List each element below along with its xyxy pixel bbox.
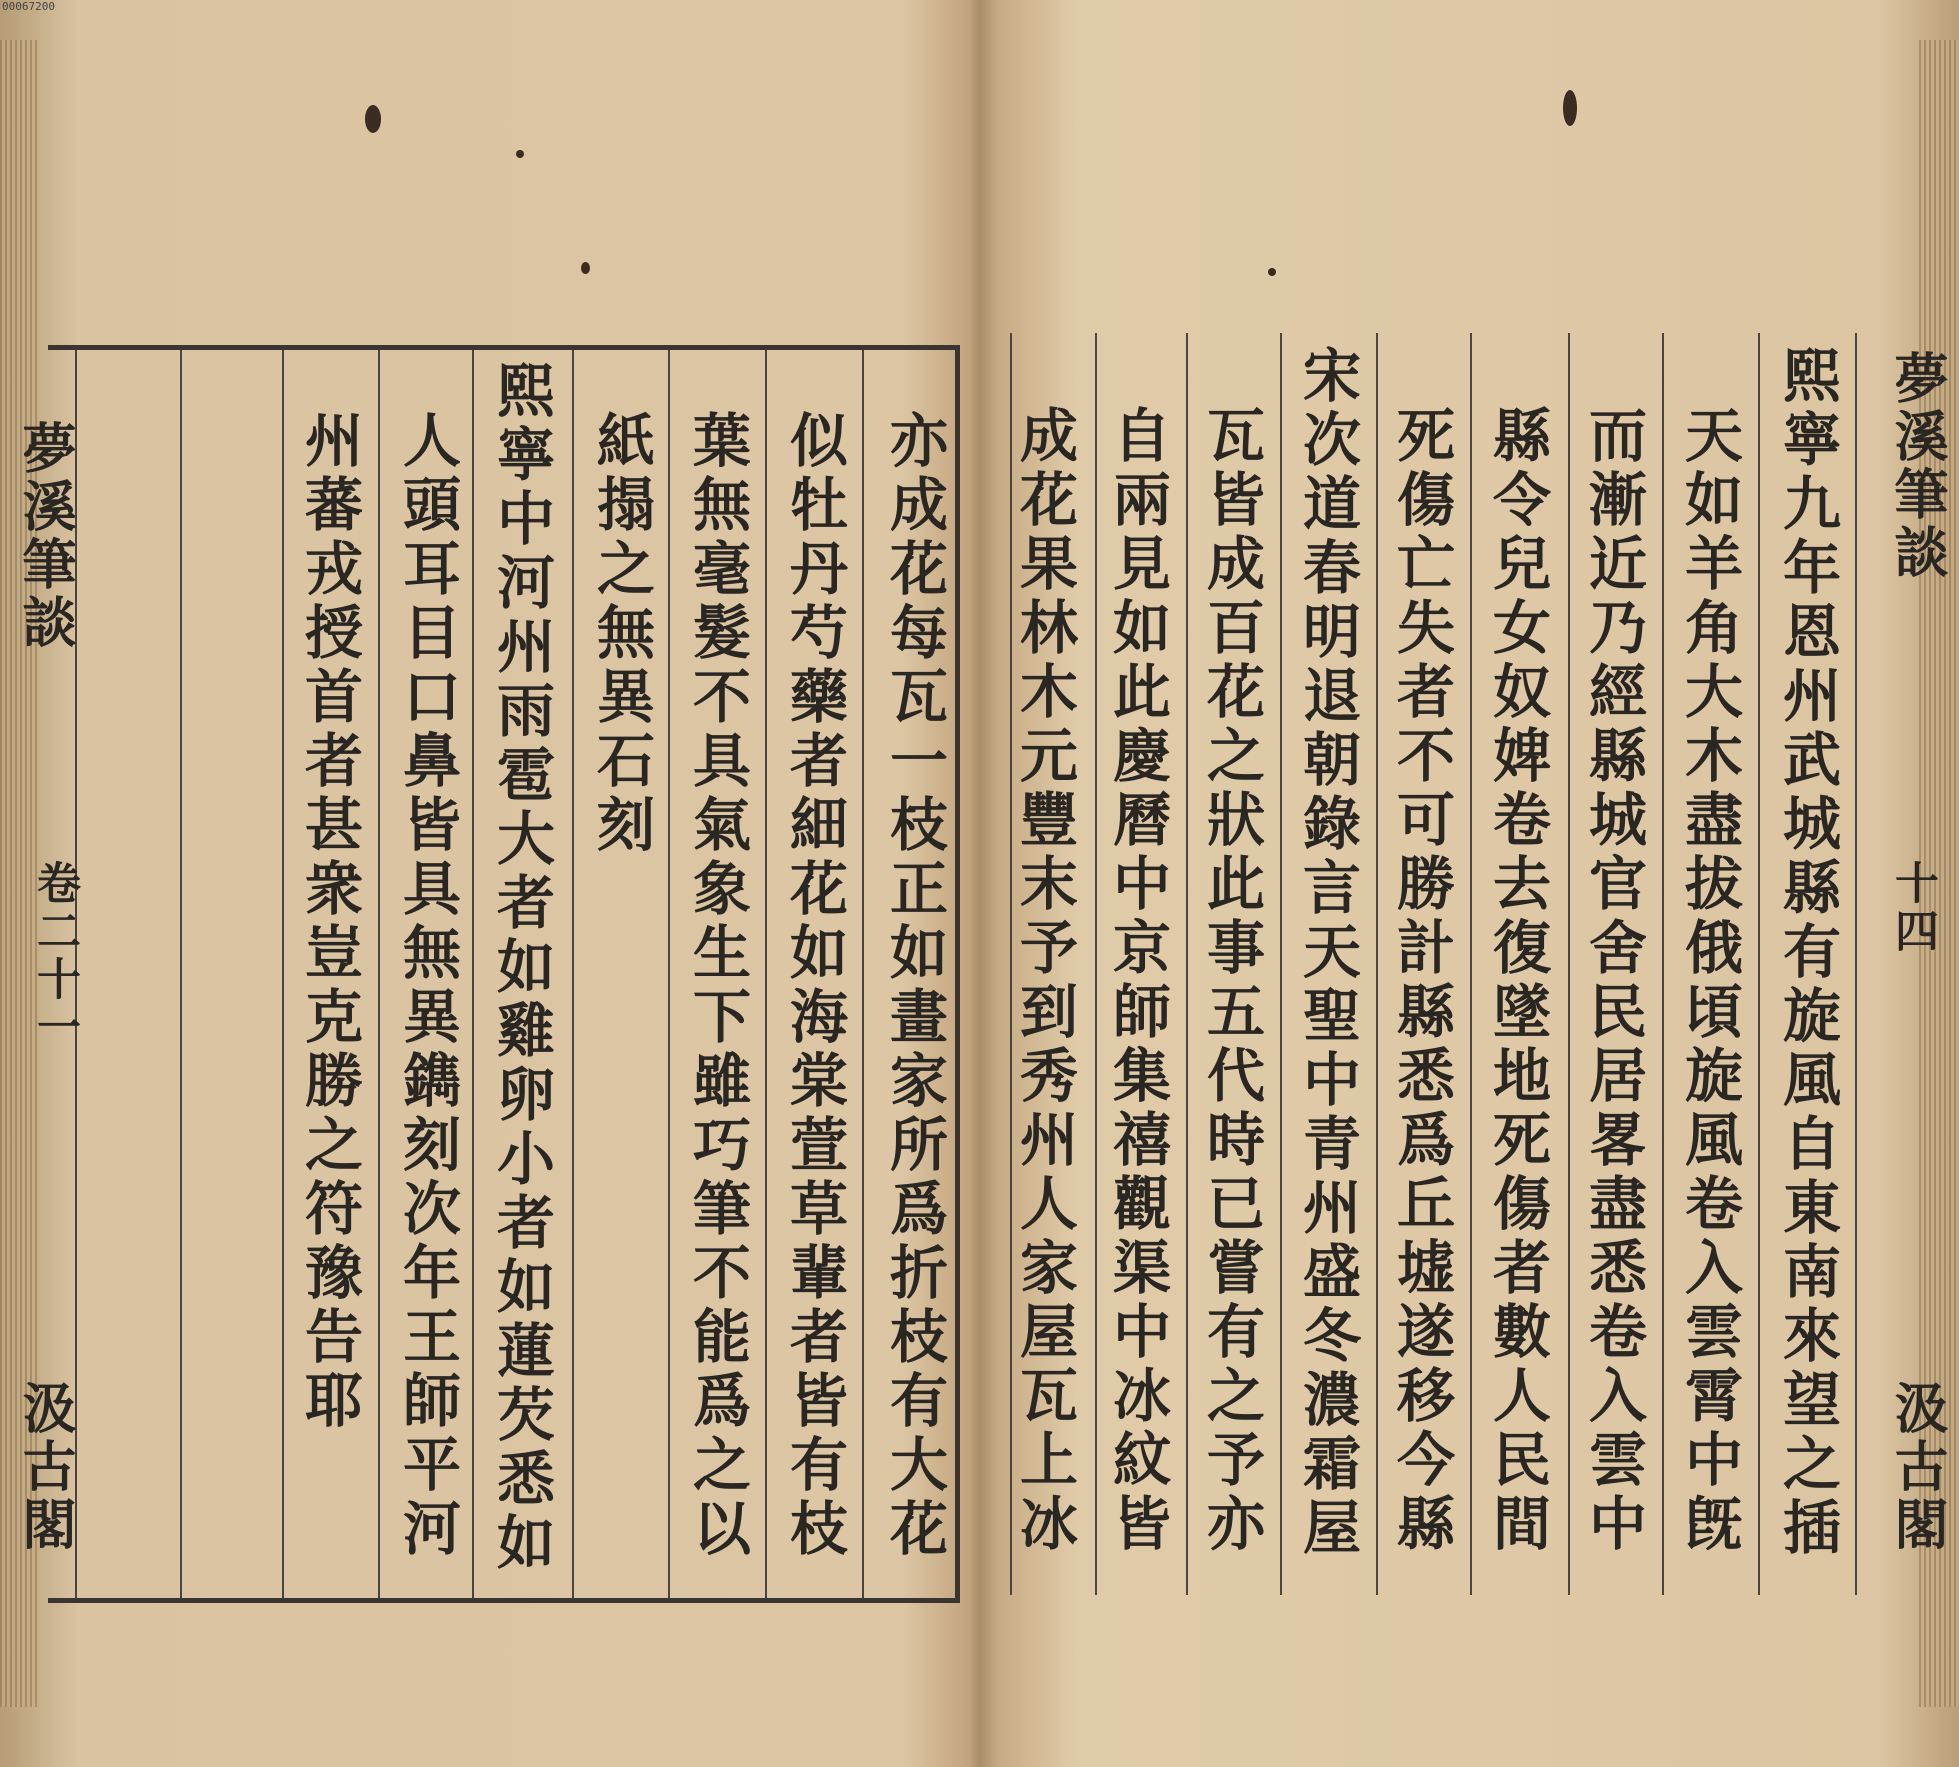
wormhole (365, 105, 381, 133)
text-column: 宋次道春明退朝錄言天聖中青州盛冬濃霜屋 (1293, 345, 1361, 1561)
banxin-juan: 卷二十一 (29, 860, 80, 1052)
text-column: 而漸近乃經縣城官舍民居畧盡悉卷入雲中 (1579, 405, 1647, 1557)
text-column: 成花果林木元豐末予到秀州人家屋瓦上冰 (1010, 405, 1078, 1557)
text-column: 熙寧九年恩州武城縣有旋風自東南來望之插 (1773, 345, 1841, 1561)
text-column: 熙寧中河州雨雹大者如雞卵小者如蓮芡悉如 (487, 360, 555, 1576)
text-column: 紙搨之無異石刻 (587, 410, 655, 858)
wormhole (516, 150, 524, 158)
text-column: 縣令兒女奴婢卷去復墜地死傷者數人民間 (1483, 405, 1551, 1557)
text-column: 死傷亡失者不可勝計縣悉爲丘墟遂移今縣 (1387, 405, 1455, 1557)
banxin-press: 汲古閣 (14, 1380, 78, 1554)
banxin-title: 夢溪筆談 (1886, 350, 1950, 582)
text-column: 亦成花每瓦一枝正如畫家所爲折枝有大花 (880, 410, 948, 1562)
wormhole (1268, 268, 1276, 276)
text-column: 天如羊角大木盡拔俄頃旋風卷入雲霄中旣 (1675, 405, 1743, 1557)
banxin-page: 十四 (1887, 860, 1938, 956)
banxin-press: 汲古閣 (1886, 1380, 1950, 1554)
text-column: 州蕃戎授首者甚衆豈克勝之符豫告耶 (295, 410, 363, 1434)
text-column: 人頭耳目口鼻皆具無異鐫刻次年王師平河 (393, 410, 461, 1562)
wormhole (1563, 90, 1577, 126)
banxin-title: 夢溪筆談 (14, 420, 78, 652)
wormhole (581, 262, 590, 274)
left-page (0, 0, 978, 1767)
text-column: 葉無毫髮不具氣象生下雖巧筆不能爲之以 (683, 410, 751, 1562)
image-id-label: 00067200 (2, 0, 55, 13)
text-column: 自兩見如此慶曆中京師集禧觀渠中冰紋皆 (1103, 405, 1171, 1557)
right-page (980, 0, 1959, 1767)
text-column: 似牡丹芍藥者細花如海棠萱草輩者皆有枝 (780, 410, 848, 1562)
text-column: 瓦皆成百花之狀此事五代時已嘗有之予亦 (1197, 405, 1265, 1557)
